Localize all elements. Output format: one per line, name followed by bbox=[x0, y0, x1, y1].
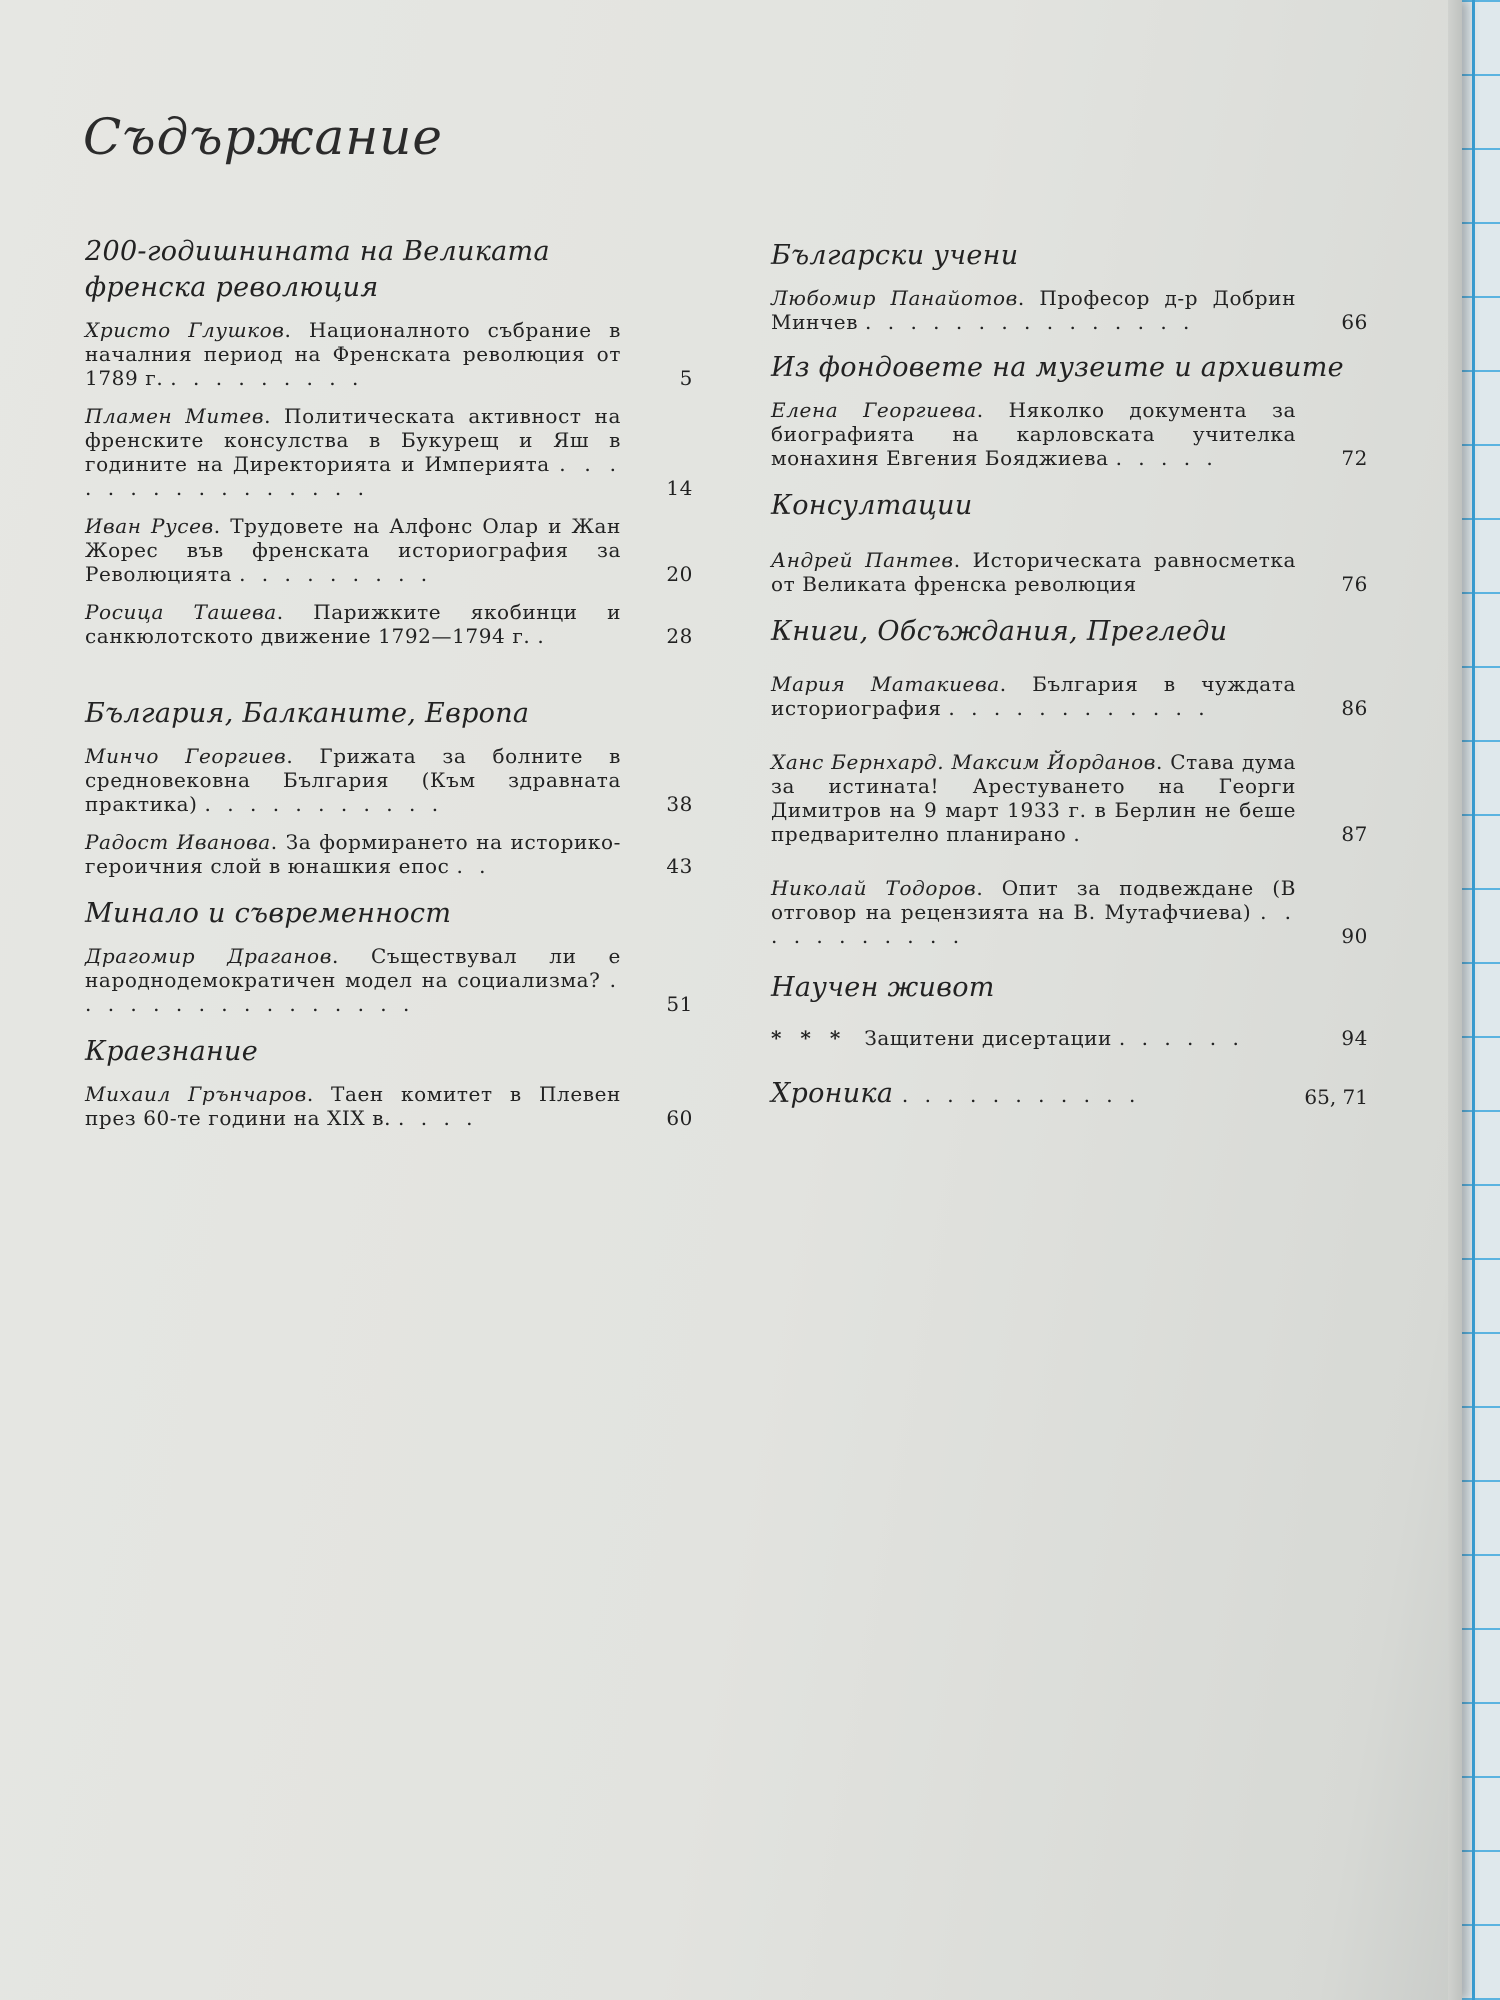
entry-title: Националното събрание в началния период на Френската революция от 1789 г. bbox=[85, 318, 621, 390]
leader-dots: . . . . . bbox=[1115, 446, 1218, 470]
toc-entry[interactable]: Минчо Георгиев. Грижата за болните в средновековна България (Към здравната практика) . . . . . . . . . . . 38 bbox=[85, 744, 693, 816]
entry-title: Парижките якобинци и санкюлотското движение 1792—1794 г. bbox=[85, 600, 621, 648]
entry-author: Росица Ташева bbox=[85, 600, 277, 624]
entry-author: Михаил Грънчаров bbox=[85, 1082, 307, 1106]
leader-dots: . . . . . . . . . . . . bbox=[948, 696, 1210, 720]
leader-dots: . . . . . . . . . . . . . . . . bbox=[85, 452, 621, 500]
entry-page-number: 51 bbox=[666, 992, 693, 1016]
section-title: Научен живот bbox=[771, 972, 995, 1003]
entry-page-number: 28 bbox=[666, 624, 693, 648]
section-title: Книги, Обсъждания, Прегледи bbox=[771, 616, 1228, 647]
entry-title: Политическата активност на френските консулства в Букурещ и Яш в годините на Директорията и Империята bbox=[85, 404, 621, 476]
section-title: Из фондовете на музеите и архивите bbox=[771, 352, 1344, 383]
section-title: Краезнание bbox=[85, 1036, 259, 1067]
entry-author: Минчо Георгиев bbox=[85, 744, 287, 768]
toc-entry[interactable]: Мария Матакиева. България в чуждата историография . . . . . . . . . . . . 86 bbox=[771, 672, 1368, 720]
entry-title: България в чуждата историография bbox=[771, 672, 1297, 720]
leader-dots: . . . . . . . . . . . bbox=[901, 1083, 1141, 1107]
entry-title: Защитени дисертации bbox=[864, 1026, 1112, 1050]
toc-entry[interactable] bbox=[771, 1026, 1368, 1050]
entry-title: Грижата за болните в средновековна България (Към здравната практика) bbox=[85, 744, 621, 816]
toc-entry[interactable]: Андрей Пантев. Историческата равносметка от Великата френска революция 76 bbox=[771, 548, 1368, 596]
entry-title: Няколко документа за биографията на карловската учителка монахиня Евгения Бояджиева bbox=[771, 398, 1297, 470]
section-title: Минало и съвременност bbox=[85, 898, 452, 929]
entry-author: Николай Тодоров bbox=[771, 876, 977, 900]
toc-entry[interactable]: Иван Русев. Трудовете на Алфонс Олар и Жан Жорес във френската историография за Революцията . . . . . . . . . 20 bbox=[85, 514, 693, 586]
entry-author: Пламен Митев bbox=[85, 404, 265, 428]
entry-title: За формирането на историко-героичния слой в юнашкия епос bbox=[85, 830, 621, 878]
leader-dots: . . bbox=[456, 854, 491, 878]
section-title: Консултации bbox=[771, 490, 973, 521]
page-title: Съдържание bbox=[83, 108, 443, 166]
entry-page-number: 86 bbox=[1341, 696, 1368, 720]
entry-title: Таен комитет в Плевен през 60-те години на XIX в. bbox=[85, 1082, 621, 1130]
entry-page-number: 14 bbox=[666, 476, 693, 500]
entry-title: Опит за подвеждане (В отговор на рецензията на В. Мутафчиева) bbox=[771, 876, 1296, 924]
entry-title: Историческата равносметка от Великата френска революция bbox=[771, 548, 1296, 596]
leader-dots: . . . . . . . . . . . . . . . . bbox=[85, 968, 621, 1016]
entry-page-number: 5 bbox=[679, 366, 693, 390]
entry-page-number: 72 bbox=[1341, 446, 1368, 470]
entry-page-number: 65, 71 bbox=[1304, 1085, 1368, 1109]
toc-entry[interactable]: Росица Ташева. Парижките якобинци и санкюлотското движение 1792—1794 г. . 28 bbox=[85, 600, 693, 648]
leader-dots: . . . . . . . . . bbox=[239, 562, 433, 586]
toc-right-column bbox=[771, 234, 1368, 1113]
entry-title: Става дума за истината! Арестуването на Георги Димитров на 9 март 1933 г. в Берлин не беше предварително планирано bbox=[771, 750, 1296, 846]
leader-dots: . . . . . . . . . . . . . . . bbox=[865, 310, 1195, 334]
entry-page-number: 94 bbox=[1341, 1026, 1368, 1050]
entry-author: Ханс Бернхард. Максим Йорданов bbox=[771, 750, 1156, 774]
entry-author: Христо Глушков bbox=[85, 318, 285, 342]
entry-author: Андрей Пантев bbox=[771, 548, 954, 572]
entry-author: Иван Русев bbox=[85, 514, 214, 538]
entry-title: Професор д-р Добрин Минчев bbox=[771, 286, 1296, 334]
entry-author: Мария Матакиева bbox=[771, 672, 1000, 696]
toc-entry-chronicle[interactable] bbox=[771, 1076, 1368, 1113]
toc-entry[interactable]: Елена Георгиева. Няколко документа за биографията на карловската учителка монахиня Евгения Бояджиева . . . . . 72 bbox=[771, 398, 1368, 470]
stars-marker: * * * bbox=[771, 1026, 847, 1050]
leader-dots: . . . . . . . . . . . bbox=[204, 792, 444, 816]
leader-dots: . bbox=[537, 624, 549, 648]
section-title: България, Балканите, Европа bbox=[85, 698, 530, 729]
leader-dots: . bbox=[1073, 822, 1085, 846]
toc-entry[interactable]: Ханс Бернхард. Максим Йорданов. Става дума за истината! Арестуването на Георги Димитров на 9 март 1933 г. в Берлин не беше предварително планирано . 87 bbox=[771, 750, 1368, 846]
entry-page-number: 60 bbox=[666, 1106, 693, 1130]
entry-author: Радост Иванова bbox=[85, 830, 271, 854]
entry-author: Елена Георгиева bbox=[771, 398, 977, 422]
leader-dots: . . . . . . bbox=[1118, 1026, 1244, 1050]
entry-page-number: 87 bbox=[1341, 822, 1368, 846]
toc-entry[interactable]: Николай Тодоров. Опит за подвеждане (В отговор на рецензията на В. Мутафчиева) . . . . . . . . . . . 90 bbox=[771, 876, 1368, 948]
entry-title: Съществувал ли е народнодемократичен модел на социализма? bbox=[85, 944, 621, 992]
entry-page-number: 76 bbox=[1341, 572, 1368, 596]
toc-entry[interactable]: Драгомир Драганов. Съществувал ли е народнодемократичен модел на социализма? . . . . . . . . . . . . . . . . 51 bbox=[85, 944, 693, 1016]
toc-entry[interactable]: Христо Глушков. Националното събрание в началния период на Френската революция от 1789 г. . . . . . . . . . 5 bbox=[85, 318, 693, 390]
entry-page-number: 20 bbox=[666, 562, 693, 586]
entry-page-number: 38 bbox=[666, 792, 693, 816]
leader-dots: . . . . . . . . . bbox=[170, 366, 364, 390]
toc-entry[interactable]: Любомир Панайотов. Професор д-р Добрин Минчев . . . . . . . . . . . . . . . 66 bbox=[771, 286, 1368, 334]
leader-dots: . . . . . . . . . . . bbox=[771, 900, 1296, 948]
entry-author: Драгомир Драганов bbox=[85, 944, 332, 968]
section-title: Хроника bbox=[771, 1078, 894, 1109]
section-title: Български учени bbox=[771, 240, 1019, 271]
toc-entry[interactable]: Михаил Грънчаров. Таен комитет в Плевен през 60-те години на XIX в. . . . . 60 bbox=[85, 1082, 693, 1130]
toc-entry[interactable]: Пламен Митев. Политическата активност на френските консулства в Букурещ и Яш в годините на Директорията и Империята . . . . . . . . . . . . . . . . 14 bbox=[85, 404, 693, 500]
entry-page-number: 90 bbox=[1341, 924, 1368, 948]
toc-section bbox=[85, 234, 585, 306]
toc-left-column bbox=[85, 234, 693, 1144]
toc-entry[interactable]: Радост Иванова. За формирането на историко-героичния слой в юнашкия епос . . 43 bbox=[85, 830, 693, 878]
page-edge bbox=[1448, 0, 1462, 2000]
entry-page-number: 43 bbox=[666, 854, 693, 878]
section-title: 200-годишнината на Великата френска революция bbox=[85, 236, 550, 303]
leader-dots: . . . . bbox=[398, 1106, 478, 1130]
entry-author: Любомир Панайотов bbox=[771, 286, 1018, 310]
entry-title: Трудовете на Алфонс Олар и Жан Жорес във френската историография за Революцията bbox=[85, 514, 621, 586]
entry-page-number: 66 bbox=[1341, 310, 1368, 334]
